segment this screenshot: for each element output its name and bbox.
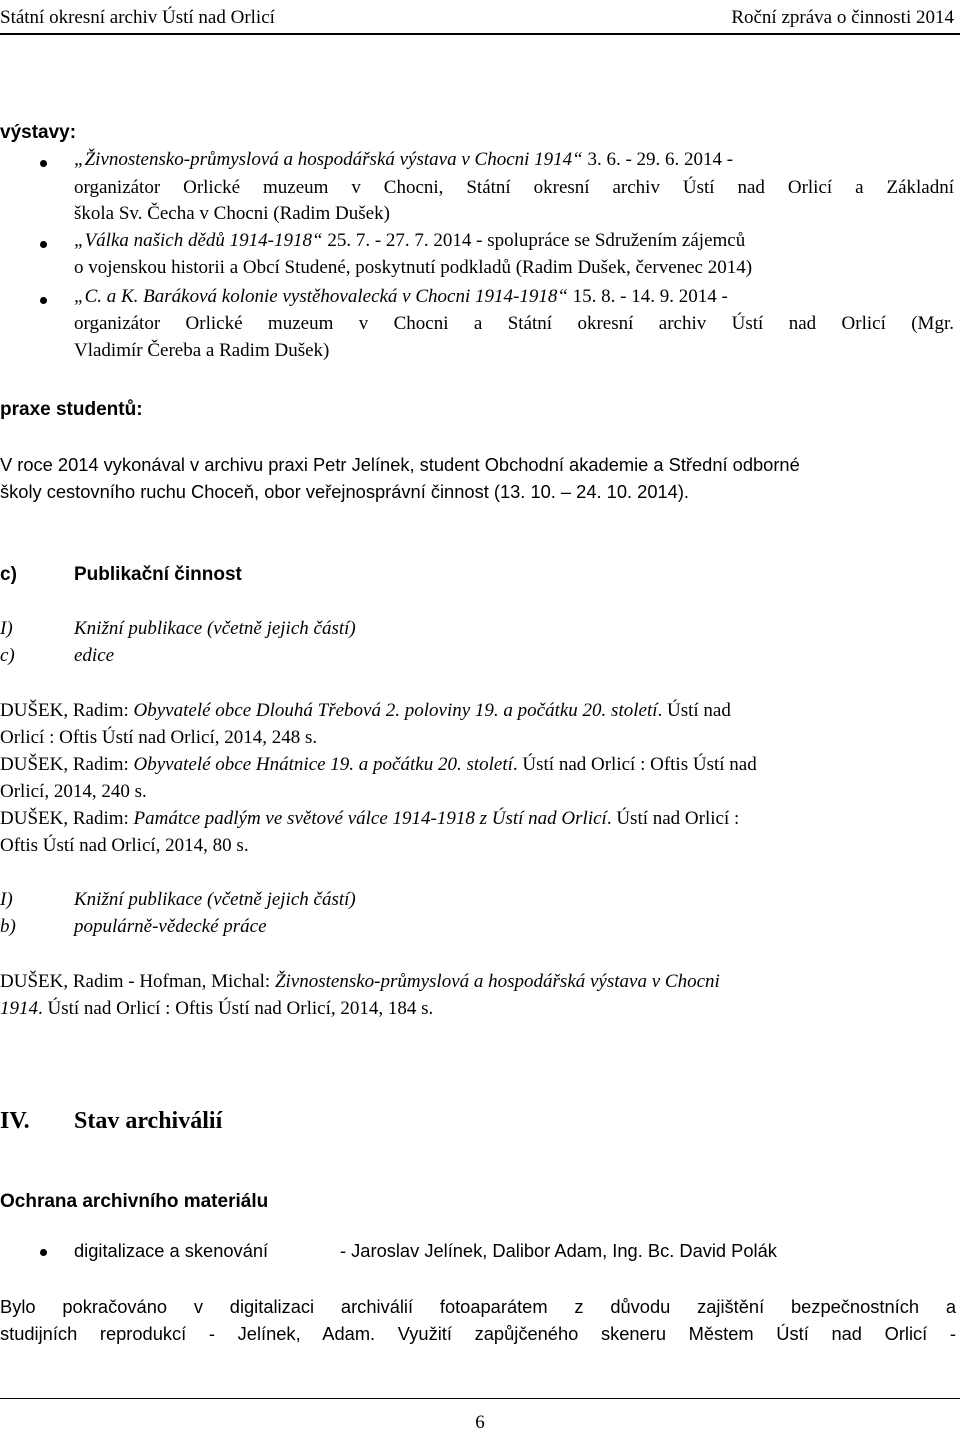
- subsection-1-num: I): [0, 618, 13, 639]
- bibliography-entry-1-line-2: Orlicí : Oftis Ústí nad Orlicí, 2014, 248 s.: [0, 727, 318, 748]
- praxe-line-1: V roce 2014 vykonával v archivu praxi Petr Jelínek, student Obchodní akademie a Střední odborné: [0, 454, 800, 475]
- subsection-heading-ochrana: Ochrana archivního materiálu: [0, 1191, 269, 1212]
- bullet-icon: [40, 1249, 47, 1256]
- bibliography-entry-4-line-2: 1914. Ústí nad Orlicí : Oftis Ústí nad Orlicí, 2014, 184 s.: [0, 998, 434, 1019]
- bibliography-entry-4-line-1: DUŠEK, Radim - Hofman, Michal: Živnostensko-průmyslová a hospodářská výstava v Chocni: [0, 971, 720, 992]
- bibliography-entry-3-line-1: DUŠEK, Radim: Památce padlým ve světové válce 1914-1918 z Ústí nad Orlicí. Ústí nad Orlicí :: [0, 808, 740, 829]
- bullet-icon: [40, 297, 47, 304]
- page-header: [0, 6, 960, 30]
- praxe-line-2: školy cestovního ruchu Choceň, obor veřejnosprávní činnost (13. 10. – 24. 10. 2014).: [0, 481, 690, 502]
- subsection-2-sublabel: populárně-vědecké práce: [74, 916, 267, 937]
- exhibition-1-line-3: škola Sv. Čecha v Chocni (Radim Dušek): [74, 203, 390, 224]
- digitization-paragraph-line-1: Bylo pokračováno v digitalizaci archiválií fotoaparátem z důvodu zajištění bezpečnostních a: [0, 1296, 956, 1317]
- subsection-1-label: Knižní publikace (včetně jejich částí): [74, 618, 356, 639]
- bullet-icon: [40, 160, 47, 167]
- header-right-title: Roční zpráva o činnosti 2014: [731, 7, 954, 28]
- exhibition-3-line-1: „C. a K. Baráková kolonie vystěhovalecká v Chocni 1914-1918“ 15. 8. - 14. 9. 2014 -: [74, 286, 728, 307]
- digitization-people: - Jaroslav Jelínek, Dalibor Adam, Ing. Bc. David Polák: [340, 1240, 777, 1261]
- section-heading-praxe: praxe studentů:: [0, 399, 143, 420]
- subsection-2-subnum: b): [0, 916, 16, 937]
- subsection-1-sublabel: edice: [74, 645, 115, 666]
- bullet-icon: [40, 241, 47, 248]
- subsection-2-label: Knižní publikace (včetně jejich částí): [74, 889, 356, 910]
- section-letter: c): [0, 564, 17, 585]
- bibliography-entry-2-line-1: DUŠEK, Radim: Obyvatelé obce Hnátnice 19. a počátku 20. století. Ústí nad Orlicí : Oftis Ústí nad: [0, 754, 757, 775]
- page-number: 6: [475, 1412, 485, 1433]
- exhibition-3-line-3: Vladimír Čereba a Radim Dušek): [74, 340, 330, 361]
- chapter-number: IV.: [0, 1108, 30, 1134]
- section-heading-vystavy: výstavy:: [0, 122, 77, 143]
- exhibition-1-line-1: „Živnostensko-průmyslová a hospodářská výstava v Chocni 1914“ 3. 6. - 29. 6. 2014 -: [74, 149, 734, 170]
- digitization-paragraph-line-2: studijních reprodukcí - Jelínek, Adam. Využití zapůjčeného skeneru Městem Ústí nad Orlicí -: [0, 1323, 956, 1344]
- subsection-2-num: I): [0, 889, 13, 910]
- exhibition-3-line-2: organizátor Orlické muzeum v Chocni a Státní okresní archiv Ústí nad Orlicí (Mgr.: [74, 313, 954, 334]
- subsection-1-subnum: c): [0, 645, 15, 666]
- footer-rule: [0, 1398, 960, 1399]
- digitization-label: digitalizace a skenování: [74, 1240, 269, 1261]
- bibliography-entry-3-line-2: Oftis Ústí nad Orlicí, 2014, 80 s.: [0, 835, 249, 856]
- section-title-publikacni: Publikační činnost: [74, 564, 242, 585]
- exhibition-2-line-2: o vojenskou historii a Obcí Studené, poskytnutí podkladů (Radim Dušek, červenec 2014): [74, 257, 753, 278]
- header-rule: [0, 33, 960, 35]
- bibliography-entry-2-line-2: Orlicí, 2014, 240 s.: [0, 781, 147, 802]
- exhibition-1-line-2: organizátor Orlické muzeum v Chocni, Státní okresní archiv Ústí nad Orlicí a Základní: [74, 177, 954, 198]
- exhibition-2-line-1: „Válka našich dědů 1914-1918“ 25. 7. - 27. 7. 2014 - spolupráce se Sdružením zájemců: [74, 230, 746, 251]
- header-left-title: Státní okresní archiv Ústí nad Orlicí: [0, 7, 275, 28]
- chapter-title: Stav archiválií: [74, 1108, 223, 1134]
- bibliography-entry-1-line-1: DUŠEK, Radim: Obyvatelé obce Dlouhá Třebová 2. poloviny 19. a počátku 20. století. Ústí nad: [0, 700, 731, 721]
